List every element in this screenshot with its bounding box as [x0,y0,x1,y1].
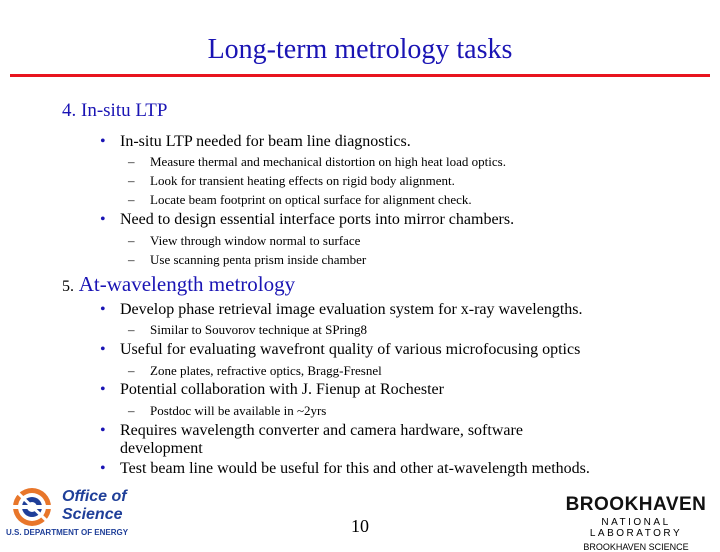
bullet-item [100,341,580,359]
national-laboratory-text: NATIONAL LABORATORY [589,517,683,539]
sub-bullet-text: Measure thermal and mechanical distortion on high heat load optics. [150,154,506,169]
section-title: In-situ LTP [81,100,168,121]
bullet-continuation: development [120,440,203,457]
office-of-science-logo [4,486,154,540]
dash-icon: – [128,252,135,267]
sub-bullet-item [128,403,326,419]
dash-icon: – [128,363,135,378]
bullet-item [100,422,523,440]
bullet-item [100,133,411,151]
dash-icon: – [128,233,135,248]
bullet-text: Potential collaboration with J. Fienup at Rochester [120,381,444,398]
doe-caption: U.S. DEPARTMENT OF ENERGY [6,528,129,537]
sub-bullet-item [128,252,366,268]
section-number: 5. [62,278,74,295]
sub-bullet-text: Postdoc will be available in ~2yrs [150,403,327,418]
bullet-item [100,460,590,478]
bullet-icon: • [100,211,106,228]
bullet-icon: • [100,133,106,150]
bullet-item [100,211,514,229]
sub-bullet-item [128,192,472,208]
bullet-item [100,381,444,399]
bullet-icon: • [100,422,106,439]
bullet-icon: • [100,381,106,398]
section-title: At-wavelength metrology [78,272,296,296]
slide-title: Long-term metrology tasks [207,34,513,65]
title-divider [10,74,710,77]
sub-bullet-text: Look for transient heating effects on rigid body alignment. [150,173,455,188]
sub-bullet-text: Locate beam footprint on optical surface for alignment check. [150,192,472,207]
section-number: 4. [62,100,77,121]
dash-icon: – [128,192,135,207]
sub-bullet-text: Use scanning penta prism inside chamber [150,252,367,267]
section-heading [62,100,167,122]
sub-bullet-text: View through window normal to surface [150,233,361,248]
dash-icon: – [128,322,135,337]
bullet-text: Useful for evaluating wavefront quality of various microfocusing optics [120,341,581,358]
bullet-icon: • [100,301,106,318]
sub-bullet-item [128,322,367,338]
bullet-text: Requires wavelength converter and camera hardware, software [120,422,523,439]
page-number: 10 [351,516,369,536]
dash-icon: – [128,173,135,188]
science-text: Science [62,506,123,523]
brookhaven-science-text: BROOKHAVEN SCIENCE [583,542,689,552]
bullet-item [100,301,583,319]
dash-icon: – [128,403,135,418]
sub-bullet-item [128,363,382,379]
bullet-icon: • [100,460,106,477]
dash-icon: – [128,154,135,169]
brookhaven-wordmark: BROOKHAVEN [565,494,707,515]
bullet-text: Need to design essential interface ports into mirror chambers. [120,211,515,228]
bullet-text: Develop phase retrieval image evaluation system for x-ray wavelengths. [120,301,583,318]
brookhaven-logo [556,494,716,552]
section-heading [62,272,295,297]
sub-bullet-item [128,233,360,249]
bullet-text: In-situ LTP needed for beam line diagnostics. [120,133,411,150]
sub-bullet-text: Similar to Souvorov technique at SPring8 [150,322,368,337]
sub-bullet-item [128,173,455,189]
bullet-text: Test beam line would be useful for this and other at-wavelength methods. [120,460,590,477]
sub-bullet-item [128,154,506,170]
sub-bullet-text: Zone plates, refractive optics, Bragg-Fresnel [150,363,382,378]
office-of-text: Office of [62,488,127,505]
bullet-icon: • [100,341,106,358]
